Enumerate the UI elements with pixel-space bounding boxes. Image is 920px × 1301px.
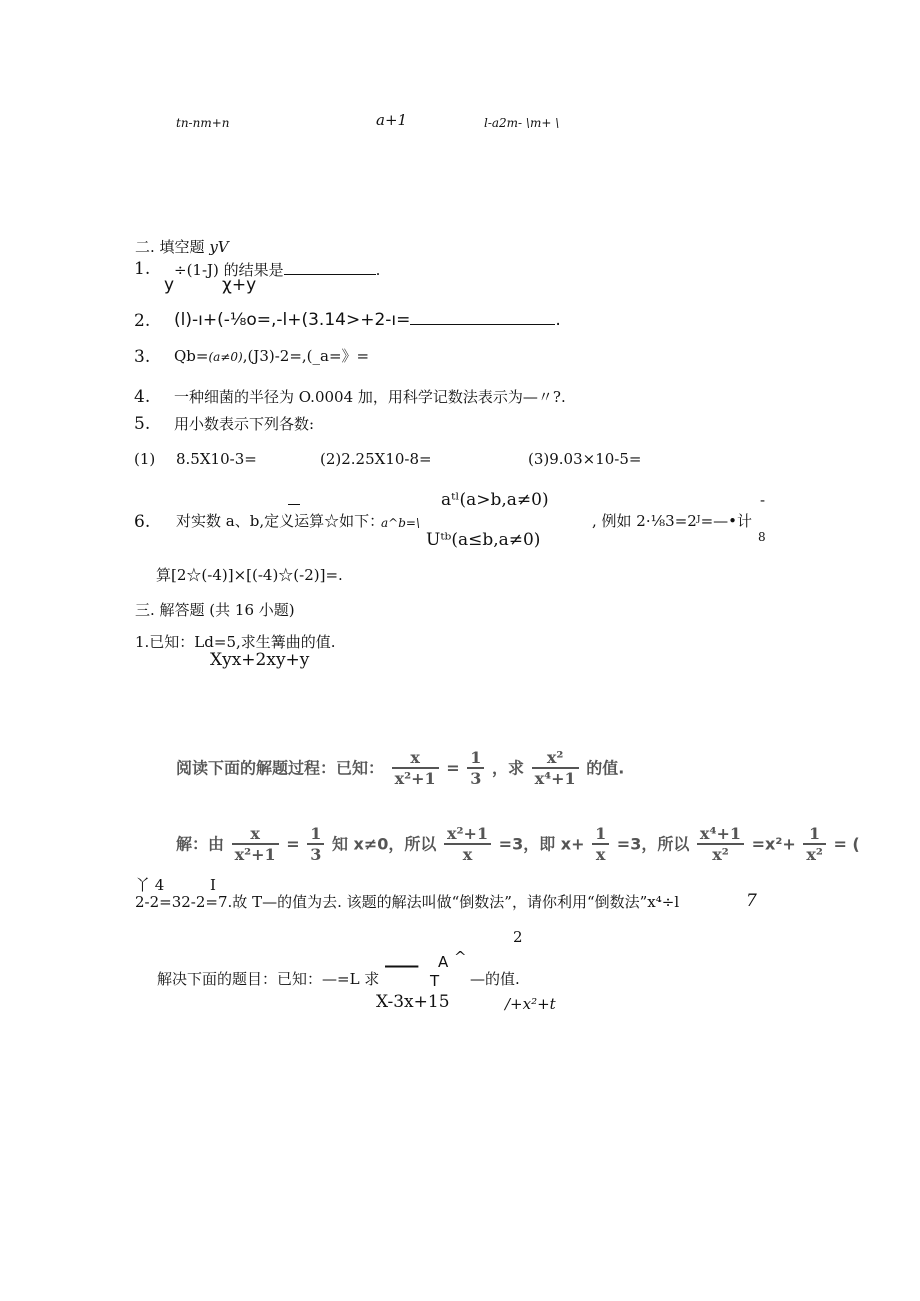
section-3-heading: 三. 解答题 (共 16 小题)	[135, 601, 295, 619]
reading-fraction-1-num: x	[392, 750, 439, 769]
solution-fraction-4-num: 1	[803, 826, 826, 845]
q1-sub-right: χ+y	[222, 275, 257, 295]
reading-fraction-2-num: 1	[467, 750, 484, 769]
reading-tail: 的值.	[586, 758, 625, 778]
q5-part-1-label: (1)	[134, 450, 156, 468]
q1-text: ÷(1-J) 的结果是	[174, 261, 284, 279]
solution-fraction-3-den: x²	[712, 845, 729, 864]
solution-fraction-given	[232, 826, 279, 863]
q5-number: 5.	[134, 414, 151, 434]
section-3-q1-sub: Xyx+2xy+y	[210, 650, 310, 670]
q6-dash-bottom: 8	[758, 530, 766, 544]
top-fragment-3: l-a2m- \m+ \	[484, 116, 560, 130]
reading-fraction-3	[532, 750, 579, 787]
q1-sub-left: y	[164, 275, 175, 295]
q6-definition: a^b=\	[381, 516, 420, 530]
q3-line	[174, 349, 369, 364]
solution-fragment-b: I	[210, 876, 216, 894]
solution-fraction-third	[307, 826, 324, 863]
q6-line-2: 算[2☆(-4)]×[(-4)☆(-2)]=.	[156, 566, 343, 584]
q2-number: 2.	[134, 311, 151, 331]
reading-fraction-2	[467, 750, 484, 787]
q2-end: .	[555, 310, 561, 330]
solution-fraction-2	[592, 826, 609, 863]
top-fragment-2: a+1	[376, 111, 408, 129]
q6-dash-top: -	[760, 491, 766, 509]
top-fragment-1: tn-nm+n	[176, 116, 230, 130]
problem-caret: ^	[454, 948, 467, 966]
solution-line-3-end: 7	[746, 891, 757, 911]
solution-part-c: =3，即 x+	[498, 834, 585, 854]
q6-overbar	[288, 504, 300, 505]
q5-value-3: (3)9.03×10-5=	[528, 450, 642, 468]
solution-fraction-1	[444, 826, 491, 863]
problem-dash: —	[383, 956, 421, 976]
solution-fraction-third-num: 1	[307, 826, 324, 845]
reading-equals: =	[446, 758, 460, 778]
problem-letter-a: A	[438, 953, 449, 971]
solution-fraction-given-num: x	[232, 826, 279, 845]
reading-ask: ，求	[491, 758, 524, 778]
reading-fraction-1	[392, 750, 439, 787]
reading-solution-line	[176, 826, 860, 863]
solution-fragment-a: 丫 4	[135, 876, 165, 894]
q5-value-2: (2)2.25X10-8=	[320, 450, 432, 468]
solution-fraction-2-num: 1	[592, 826, 609, 845]
q6-number: 6.	[134, 512, 151, 532]
reading-fraction-3-num: x²	[532, 750, 579, 769]
reading-fraction-1-den: x²+1	[394, 769, 436, 788]
section-2-title: 二. 填空题	[135, 238, 205, 256]
problem-end: —的值.	[470, 970, 520, 988]
solution-fraction-given-den: x²+1	[234, 845, 276, 864]
problem-sub-left: X-3x+15	[376, 992, 450, 1012]
problem-text: 解决下面的题目：已知：—=L 求	[157, 970, 380, 988]
section-3-q1-text: 1.已知：Ld=5,求生篝曲的值.	[135, 633, 336, 651]
q1-number: 1.	[134, 259, 151, 279]
solution-part-d: =3，所以	[616, 834, 690, 854]
section-2-suffix: yV	[209, 238, 229, 256]
solution-fraction-2-den: x	[595, 845, 606, 864]
q6-example: , 例如 2·⅛3=2ᴶ=—•计	[592, 512, 753, 530]
q3-number: 3.	[134, 347, 151, 367]
solution-fraction-3-num: x⁴+1	[697, 826, 744, 845]
solution-fraction-4-den: x²	[806, 845, 823, 864]
solution-part-e: =x²+	[751, 834, 796, 854]
solution-fraction-4	[803, 826, 826, 863]
solution-part-f: = (	[833, 834, 860, 854]
reading-fraction-2-den: 3	[470, 769, 482, 788]
q2-text: (l)-ı+(-⅛o=,-l+(3.14>+2-ı=	[174, 310, 411, 330]
section-2-heading	[135, 240, 229, 255]
q2-line	[174, 312, 561, 329]
q2-blank	[410, 324, 555, 325]
solution-fraction-1-den: x	[462, 845, 473, 864]
q3-part-a: Qb=	[174, 347, 209, 365]
solution-number-2: 2	[513, 928, 523, 946]
problem-sub-right: /+x²+t	[505, 995, 556, 1013]
q3-part-b: (a≠0)	[208, 350, 243, 364]
q6-text: 对实数 a、b,定义运算☆如下：	[176, 512, 385, 530]
q1-line	[174, 263, 380, 278]
q5-text: 用小数表示下列各数:	[174, 415, 315, 433]
q5-value-1: 8.5X10-3=	[176, 450, 257, 468]
q6-case-2: Uᵗᵇ(a≤b,a≠0)	[426, 530, 541, 550]
solution-part-b: 知 x≠0，所以	[331, 834, 437, 854]
solution-fraction-1-num: x²+1	[444, 826, 491, 845]
reading-fraction-3-den: x⁴+1	[534, 769, 576, 788]
reading-intro-line	[176, 750, 624, 787]
q1-blank	[284, 274, 376, 275]
q4-number: 4.	[134, 387, 151, 407]
solution-part-a: 解：由	[176, 834, 225, 854]
solution-fraction-3	[697, 826, 744, 863]
q4-text: 一种细菌的半径为 O.0004 加，用科学记数法表示为—〃?.	[174, 388, 566, 406]
solution-fraction-third-den: 3	[310, 845, 322, 864]
reading-intro: 阅读下面的解题过程：已知：	[176, 758, 385, 778]
q6-case-1: aᵗˡ(a>b,a≠0)	[441, 490, 549, 510]
q3-part-c: ,(J3)-2=,(_a=》=	[242, 347, 370, 365]
solution-line-3: 2-2=32-2=7.故 T—的值为去. 该题的解法叫做“倒数法”，请你利用“倒数法”x⁴÷l	[135, 893, 680, 911]
q1-end: .	[375, 261, 381, 279]
solution-equals: =	[286, 834, 300, 854]
problem-letter-t: T	[430, 972, 440, 990]
